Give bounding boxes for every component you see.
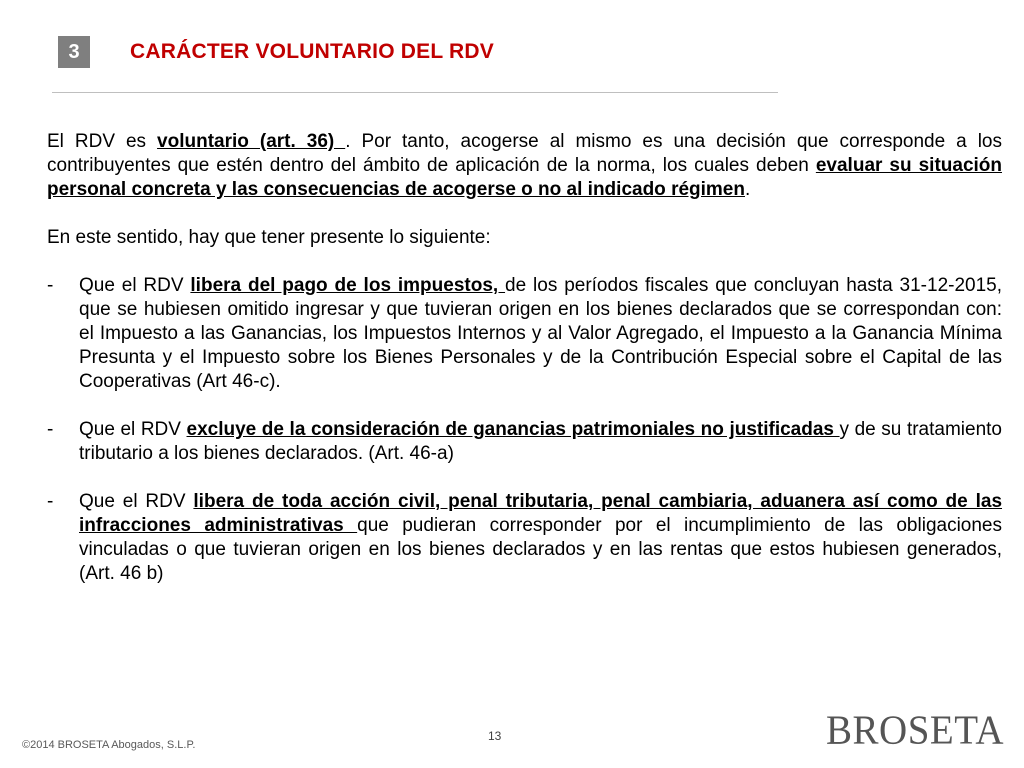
copyright-notice: ©2014 BROSETA Abogados, S.L.P. [22,739,196,751]
lead-in-paragraph: En este sentido, hay que tener presente lo siguiente: [47,227,491,248]
list-dash: - [47,419,54,440]
list-dash: - [47,275,54,296]
broseta-logo: BROSETA [826,707,1005,754]
list-dash: - [47,491,54,512]
evaluate-situation-highlight: evaluar su situación personal concreta y las consecuencias de acogerse o no al indicado régimen [47,155,1002,200]
slide-title: CARÁCTER VOLUNTARIO DEL RDV [130,40,494,63]
voluntary-reference: voluntario (art. 36) [157,131,346,152]
slide-body [47,130,1002,586]
list-item-highlight: libera del pago de los impuestos, [190,275,506,296]
list-item-text: Que el RDV excluye de la consideración de ganancias patrimoniales no justificadas y de su tratamiento tributario a los bienes declarados. (Art. 46-a) [79,419,1002,464]
list-item-highlight: libera de toda acción civil, penal tributaria, penal cambiaria, aduanera así como de las infracciones administrativas [79,491,1003,536]
list-item [47,418,1002,466]
list-item-highlight: excluye de la consideración de ganancias patrimoniales no justificadas [186,419,840,440]
page-number: 13 [488,729,502,743]
title-divider [52,92,778,93]
list-item-text: Que el RDV libera de toda acción civil, penal tributaria, penal cambiaria, aduanera así como de las infracciones administrativas que pudieran corresponder por el incumplimiento de las obligaciones vinculadas o que tuvieran origen en los bienes declarados y en las rentas que estos hubiesen generados, (Art. 46 b) [79,491,1003,584]
list-item [47,490,1002,586]
list-item [47,274,1002,394]
intro-paragraph: El RDV es voluntario (art. 36) . Por tanto, acogerse al mismo es una decisión que corresponde a los contribuyentes que estén dentro del ámbito de aplicación de la norma, los cuales deben evaluar su situación personal concreta y las consecuencias de acogerse o no al indicado régimen. [47,131,1002,200]
list-item-text: Que el RDV libera del pago de los impuestos, de los períodos fiscales que concluyan hasta 31-12-2015, que se hubiesen omitido ingresar y que tuvieran origen en los bienes declarados que se correspondan con: el Impuesto a las Ganancias, los Impuestos Internos y al Valor Agregado, el Impuesto a la Ganancia Mínima Presunta y el Impuesto sobre los Bienes Personales y de la Contribución Especial sobre el Capital de las Cooperativas (Art 46-c). [79,275,1003,392]
section-number-badge: 3 [58,36,90,68]
